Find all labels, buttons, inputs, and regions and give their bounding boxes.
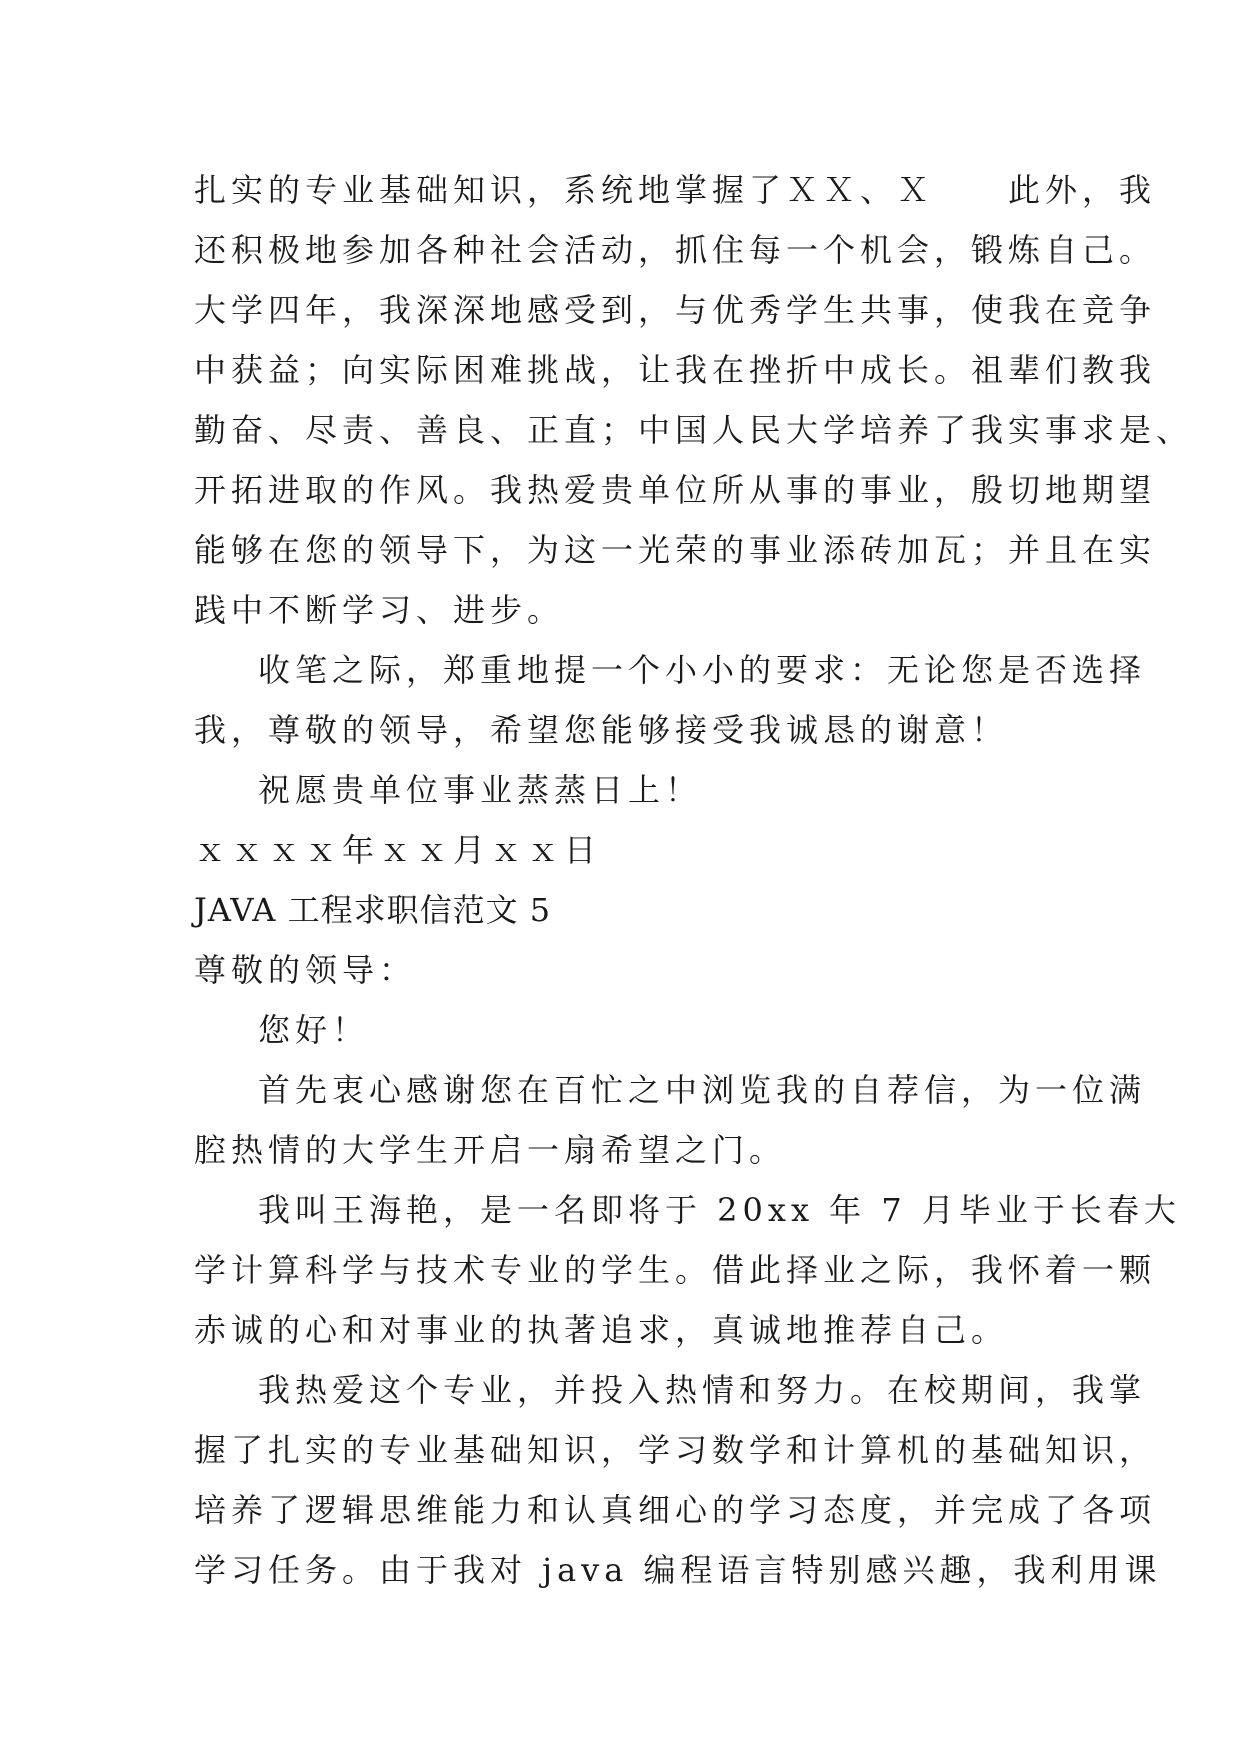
body-line: 首先衷心感谢您在百忙之中浏览我的自荐信，为一位满 (258, 1071, 1147, 1109)
wish-line: 祝愿贵单位事业蒸蒸日上！ (258, 771, 703, 809)
body-line: 赤诚的心和对事业的执著追求，真诚地推荐自己。 (194, 1311, 1009, 1349)
body-line: 学计算科学与技术专业的学生。借此择业之际，我怀着一颗 (194, 1251, 1157, 1289)
body-line: 开拓进取的作风。我热爱贵单位所从事的事业，殷切地期望 (194, 471, 1157, 509)
closing-paragraph-line: 我，尊敬的领导，希望您能够接受我诚恳的谢意！ (194, 711, 1009, 749)
body-line: 我叫王海艳，是一名即将于 20xx 年 7 月毕业于长春大 (258, 1191, 1181, 1229)
salutation: 尊敬的领导： (194, 951, 417, 989)
body-line: 中获益；向实际困难挑战，让我在挫折中成长。祖辈们教我 (194, 351, 1157, 389)
body-line: 学习任务。由于我对 java 编程语言特别感兴趣，我利用课 (194, 1551, 1162, 1589)
body-line: 践中不断学习、进步。 (194, 591, 565, 629)
closing-paragraph-line: 收笔之际，郑重地提一个小小的要求：无论您是否选择 (258, 651, 1147, 689)
body-line: 大学四年，我深深地感受到，与优秀学生共事，使我在竞争 (194, 291, 1157, 329)
section-heading: JAVA 工程求职信范文 5 (194, 891, 552, 929)
body-line: 握了扎实的专业基础知识，学习数学和计算机的基础知识， (194, 1431, 1157, 1469)
body-line: 勤奋、尽责、善良、正直；中国人民大学培养了我实事求是、 (194, 411, 1194, 449)
body-line: 还积极地参加各种社会活动，抓住每一个机会，锻炼自己。 (194, 231, 1157, 269)
body-line: 扎实的专业基础知识，系统地掌握了ＸＸ、Ｘ 此外，我 (194, 171, 1157, 209)
body-line: 培养了逻辑思维能力和认真细心的学习态度，并完成了各项 (194, 1491, 1157, 1529)
greeting: 您好！ (258, 1011, 370, 1049)
date-line: ｘｘｘｘ年ｘｘ月ｘｘ日 (194, 831, 602, 869)
letter-body (194, 160, 1194, 1600)
body-line: 腔热情的大学生开启一扇希望之门。 (194, 1131, 787, 1169)
body-line: 我热爱这个专业，并投入热情和努力。在校期间，我掌 (258, 1371, 1147, 1409)
body-line: 能够在您的领导下，为这一光荣的事业添砖加瓦；并且在实 (194, 531, 1157, 569)
